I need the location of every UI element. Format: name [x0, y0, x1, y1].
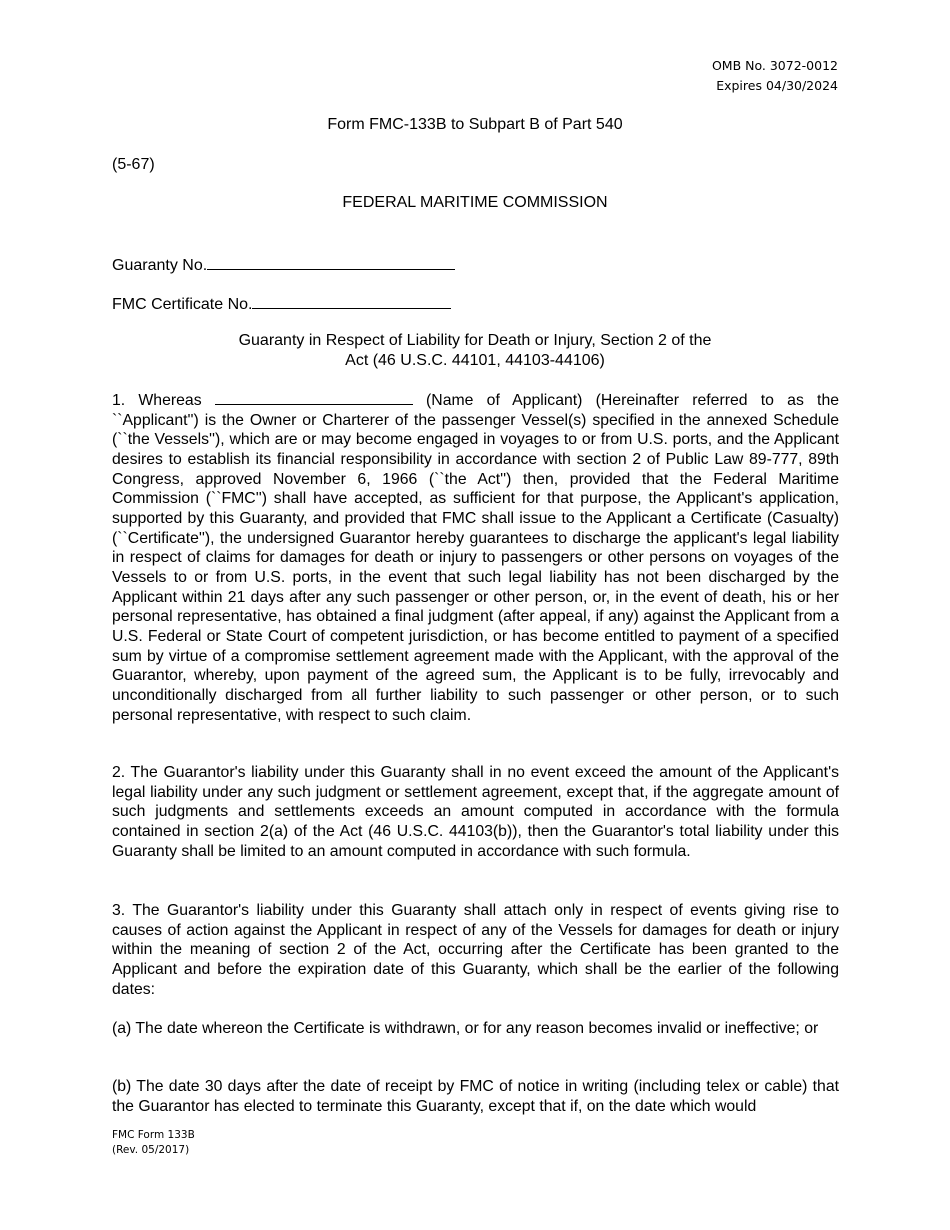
fmc-certificate-number-field: [112, 292, 451, 315]
paragraph-1: [112, 390, 839, 725]
paragraph-3a: (a) The date whereon the Certificate is withdrawn, or for any reason becomes invalid or ineffective; or: [112, 1020, 819, 1037]
agency-name: FEDERAL MARITIME COMMISSION: [342, 194, 608, 211]
paragraph-3b: (b) The date 30 days after the date of receipt by FMC of notice in writing (including telex or cable) that the Guarantor has elected to terminate this Guaranty, except that if, on the date which would: [112, 1078, 839, 1115]
omb-block: [712, 56, 838, 96]
fmc-certificate-number-label: FMC Certificate No.: [112, 296, 253, 313]
document-title: [112, 331, 838, 371]
guaranty-number-field: [112, 253, 455, 276]
guaranty-number-label: Guaranty No.: [112, 257, 208, 274]
fmc-certificate-number-blank[interactable]: [252, 292, 451, 309]
guaranty-number-blank[interactable]: [207, 253, 455, 270]
omb-number: OMB No. 3072-0012: [711, 58, 838, 73]
document-title-line-2: Act (46 U.S.C. 44101, 44103-44106): [345, 352, 605, 369]
paragraph-2: 2. The Guarantor's liability under this Guaranty shall in no event exceed the amount of the Applicant's legal liability under any such judgment or settlement agreement, except that, if the aggregate amount of such judgments and settlements exceeds an amount computed in accordance with the formula contained in section 2(a) of the Act (46 U.S.C. 44103(b)), then the Guarantor's total liability under this Guaranty shall be limited to an amount computed in accordance with such formula.: [112, 764, 839, 860]
paragraph-3: 3. The Guarantor's liability under this Guaranty shall attach only in respect of events giving rise to causes of action against the Applicant in respect of any of the Vessels for damages for death or injury within the meaning of section 2 of the Act, occurring after the Certificate has been granted to the Applicant and before the expiration date of this Guaranty, which shall be the earlier of the following dates:: [112, 902, 839, 998]
paragraph-1-start: 1. Whereas: [112, 392, 202, 409]
form-title: Form FMC-133B to Subpart B of Part 540: [327, 116, 623, 133]
footer-form-name: FMC Form 133B: [112, 1129, 195, 1141]
paragraph-1-body: (Name of Applicant) (Hereinafter referred to as the ``Applicant'') is the Owner or Charterer of the passenger Vessel(s) specified in the annexed Schedule (``the Vessels''), which are or may become engaged in voyages to or from U.S. ports, and the Applicant desires to establish its financial responsibility in accordance with section 2 of Public Law 89-777, 89th Congress, approved November 6, 1966 (``the Act'') then, provided that the Federal Maritime Commission (``FMC'') shall have accepted, as sufficient for that purpose, the Applicant's application, supported by this Guaranty, and provided that FMC shall issue to the Applicant a Certificate (Casualty) (``Certificate''), the undersigned Guarantor hereby guarantees to discharge the applicant's legal liability in respect of claims for damages for death or injury to passengers or other persons on voyages of the Vessels to or from U.S. ports, in the event that such legal liability has not been discharged by the Applicant within 21 days after any such passenger or other person, or, in the event of death, his or her personal representative, has obtained a final judgment (after appeal, if any) against the Applicant from a U.S. Federal or State Court of competent jurisdiction, or has become entitled to payment of a specified sum by virtue of a compromise settlement agreement made with the Applicant, with the approval of the Guarantor, whereby, upon payment of the agreed sum, the Applicant is to be fully, irrevocably and unconditionally discharged from all further liability to such passenger or other person, or to such personal representative, with respect to such claim.: [112, 392, 840, 724]
footer-revision: (Rev. 05/2017): [112, 1144, 190, 1156]
form-version: (5-67): [112, 156, 155, 173]
applicant-name-blank[interactable]: [215, 390, 413, 405]
footer: [112, 1128, 195, 1158]
document-title-line-1: Guaranty in Respect of Liability for Death or Injury, Section 2 of the: [238, 332, 712, 349]
expiration-date: Expires 04/30/2024: [716, 78, 838, 93]
